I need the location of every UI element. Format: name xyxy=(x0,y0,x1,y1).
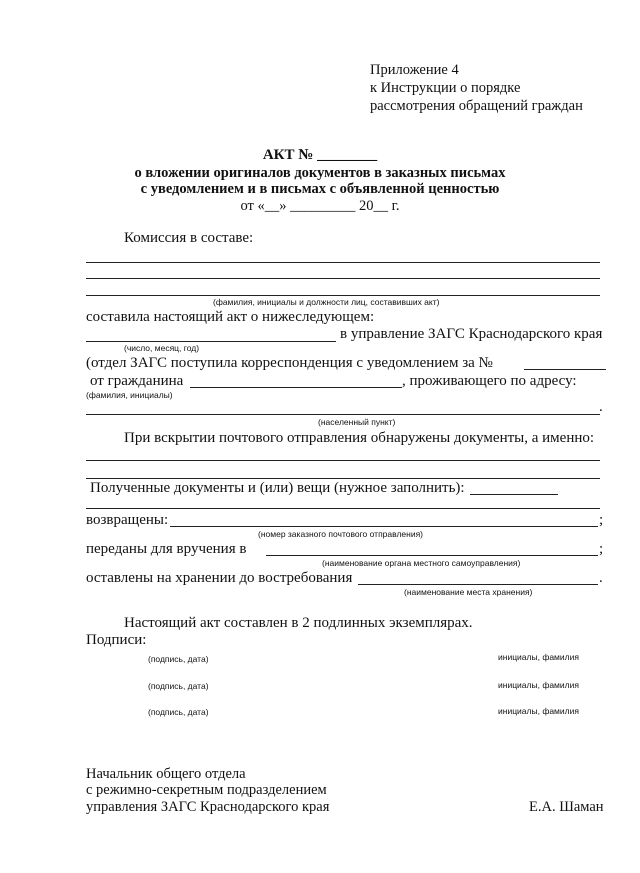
zags-text: в управление ЗАГС Краснодарского края xyxy=(340,326,603,342)
handed-label: переданы для вручения в xyxy=(86,541,247,557)
signature-date-hint-1: (подпись, дата) xyxy=(148,654,209,664)
initials-hint-2: инициалы, фамилия xyxy=(498,680,579,690)
stored-hint: (наименование места хранения) xyxy=(404,587,533,597)
returned-label: возвращены: xyxy=(86,512,169,528)
opening-text: При вскрытии почтового отправления обнаружены документы, а именно: xyxy=(124,430,595,446)
documents-line-2[interactable] xyxy=(86,478,600,479)
footer-position-2: с режимно-секретным подразделением xyxy=(86,782,327,798)
received-field-line[interactable] xyxy=(470,494,558,495)
annex-line-1: Приложение 4 xyxy=(370,62,459,78)
date-hint: (число, месяц, год) xyxy=(124,343,200,353)
act-subtitle-2: с уведомлением и в письмах с объявленной ценностью xyxy=(140,181,500,197)
commission-hint: (фамилия, инициалы и должности лиц, составивших акт) xyxy=(213,297,440,307)
commission-label: Комиссия в составе: xyxy=(124,230,254,246)
locality-period: . xyxy=(599,399,603,415)
stored-field-line[interactable] xyxy=(358,584,598,585)
returned-hint: (номер заказного почтового отправления) xyxy=(258,529,424,539)
commission-line-2[interactable] xyxy=(86,278,600,279)
locality-hint: (населенный пункт) xyxy=(318,417,396,427)
documents-line-1[interactable] xyxy=(86,460,600,461)
handed-semicolon: ; xyxy=(599,541,604,557)
annex-line-2: к Инструкции о порядке xyxy=(370,80,521,96)
name-hint: (фамилия, инициалы) xyxy=(86,390,173,400)
initials-hint-1: инициалы, фамилия xyxy=(498,652,579,662)
handed-field-line[interactable] xyxy=(266,555,598,556)
initials-hint-3: инициалы, фамилия xyxy=(498,706,579,716)
footer-name: Е.А. Шаман xyxy=(529,799,604,815)
returned-field-line[interactable] xyxy=(170,526,598,527)
returned-semicolon: ; xyxy=(599,512,604,528)
copies-text: Настоящий акт составлен в 2 подлинных экземплярах. xyxy=(124,615,473,631)
commission-line-3[interactable] xyxy=(86,295,600,296)
number-field-line[interactable] xyxy=(524,369,606,370)
from-citizen-label: от гражданина xyxy=(90,373,184,389)
handed-hint: (наименование органа местного самоуправления) xyxy=(322,558,521,568)
compiled-text: составила настоящий акт о нижеследующем: xyxy=(86,309,375,325)
received-text: Полученные документы и (или) вещи (нужное заполнить): xyxy=(90,480,465,496)
act-subtitle-1: о вложении оригиналов документов в заказных письмах xyxy=(134,165,506,181)
signatures-label: Подписи: xyxy=(86,632,147,648)
footer-position-1: Начальник общего отдела xyxy=(86,766,246,782)
citizen-name-line[interactable] xyxy=(190,387,402,388)
annex-line-3: рассмотрения обращений граждан xyxy=(370,98,583,114)
signature-date-hint-2: (подпись, дата) xyxy=(148,681,209,691)
stored-label: оставлены на хранении до востребования xyxy=(86,570,353,586)
commission-line-1[interactable] xyxy=(86,262,600,263)
received-line[interactable] xyxy=(86,508,600,509)
signature-date-hint-3: (подпись, дата) xyxy=(148,707,209,717)
date-field-line[interactable] xyxy=(86,341,336,342)
act-title: АКТ № ________ xyxy=(262,147,378,163)
footer-position-3: управления ЗАГС Краснодарского края xyxy=(86,799,330,815)
locality-line[interactable] xyxy=(86,414,600,415)
act-date: от «__» _________ 20__ г. xyxy=(240,198,400,214)
stored-period: . xyxy=(599,570,603,586)
dept-text: (отдел ЗАГС поступила корреспонденция с уведомлением за № xyxy=(86,355,493,371)
residing-text: , проживающего по адресу: xyxy=(402,373,577,389)
